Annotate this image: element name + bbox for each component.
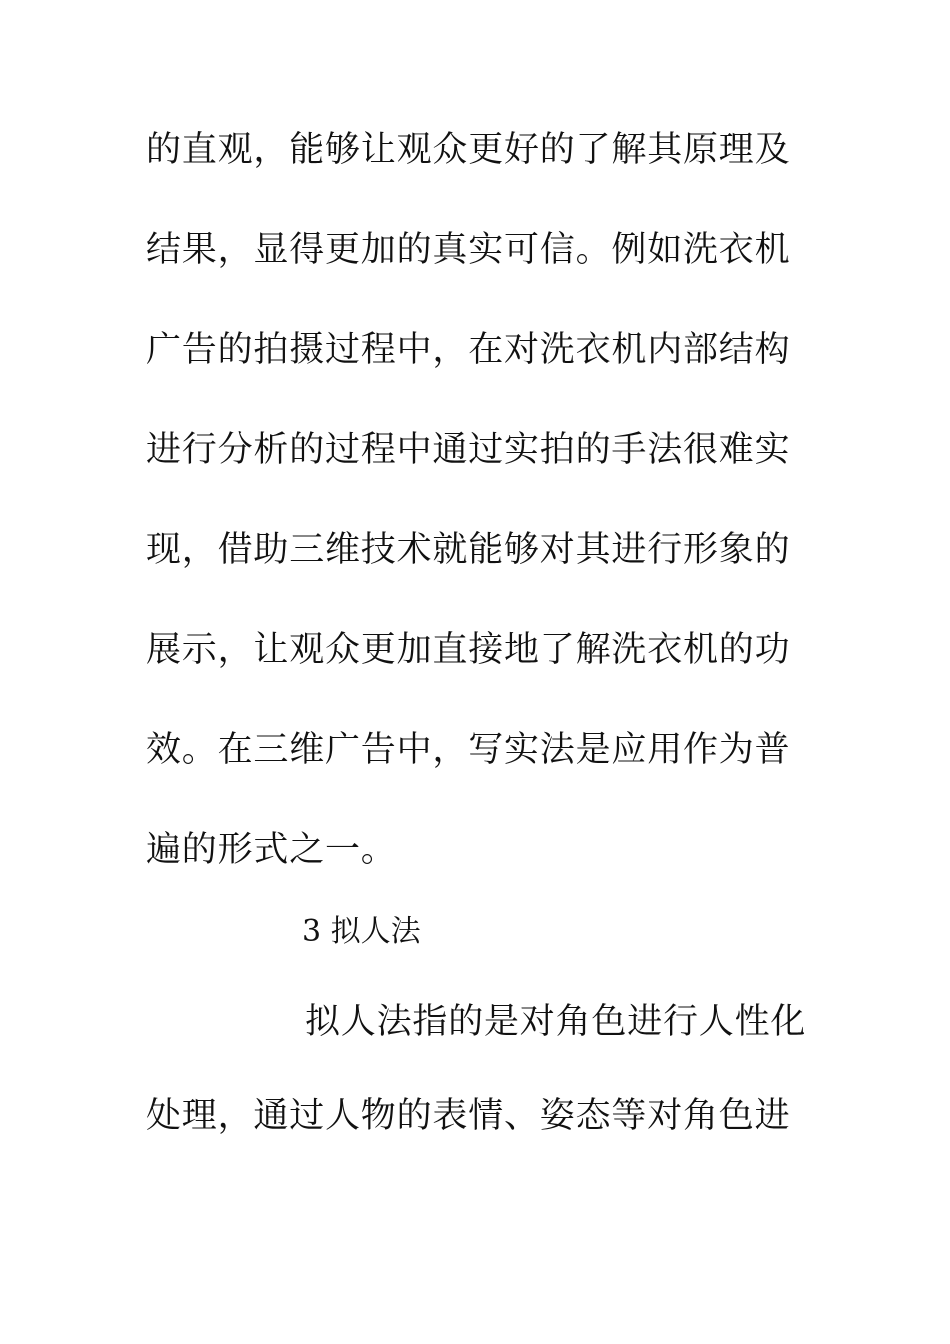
body-text-line: 遍的形式之一。 <box>146 830 397 870</box>
body-text-line: 结果，显得更加的真实可信。例如洗衣机 <box>146 230 791 270</box>
body-text-line-indented: 拟人法指的是对角色进行人性化 <box>305 1002 807 1042</box>
body-text-line: 展示，让观众更加直接地了解洗衣机的功 <box>146 630 791 670</box>
section-heading: 3 拟人法 <box>302 914 421 949</box>
body-text-line: 效。在三维广告中，写实法是应用作为普 <box>146 730 791 770</box>
body-text-line: 进行分析的过程中通过实拍的手法很难实 <box>146 430 791 470</box>
body-text-line: 处理，通过人物的表情、姿态等对角色进 <box>146 1096 791 1136</box>
body-text-line: 现，借助三维技术就能够对其进行形象的 <box>146 530 791 570</box>
body-text-line: 的直观，能够让观众更好的了解其原理及 <box>146 130 791 170</box>
body-text-line: 广告的拍摄过程中，在对洗衣机内部结构 <box>146 330 791 370</box>
